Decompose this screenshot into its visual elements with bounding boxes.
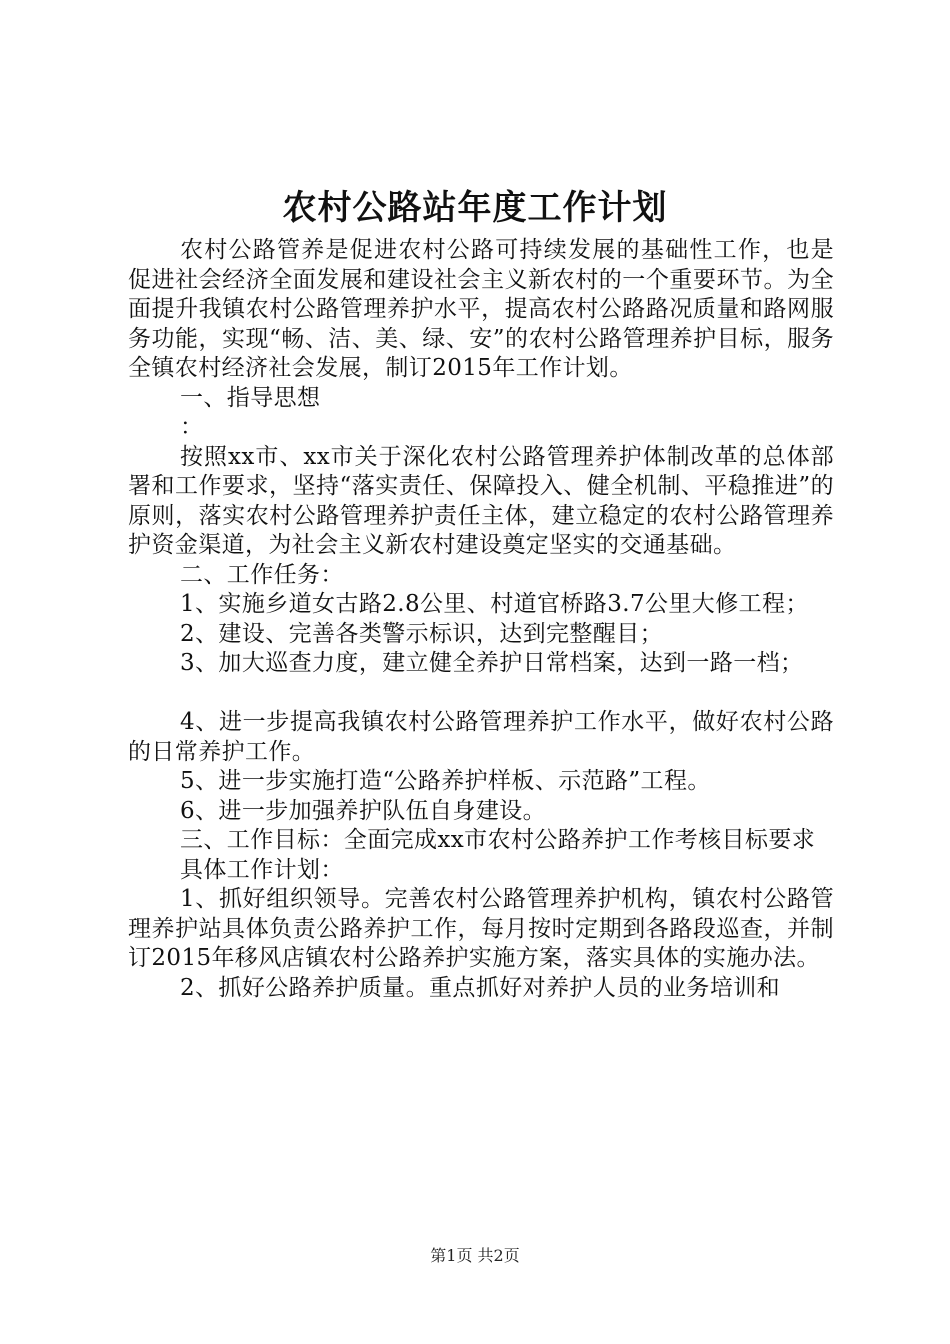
heading-work-goals: 三、工作目标：全面完成xx市农村公路养护工作考核目标要求 — [180, 827, 816, 853]
task-item-4: 4、进一步提高我镇农村公路管理养护工作水平，做好农村公路的日常养护工作。 — [128, 709, 834, 765]
document-body — [128, 236, 834, 1003]
paragraph-colon: ： — [180, 414, 204, 440]
document-title: 农村公路站年度工作计划 — [282, 188, 668, 228]
paragraph-guiding-ideology: 按照xx市、xx市关于深化农村公路管理养护体制改革的总体部署和工作要求，坚持“落实责任、保障投入、健全机制、平稳推进”的原则，落实农村公路管理养护责任主体，建立稳定的农村公路管理养护资金渠道，为社会主义新农村建设奠定坚实的交通基础。 — [128, 443, 834, 558]
task-item-5: 5、进一步实施打造“公路养护样板、示范路”工程。 — [180, 768, 711, 794]
task-item-6: 6、进一步加强养护队伍自身建设。 — [180, 797, 547, 824]
task-item-2: 2、建设、完善各类警示标识，达到完整醒目； — [180, 620, 664, 647]
task-item-3: 3、加大巡查力度，建立健全养护日常档案，达到一路一档； — [180, 650, 804, 676]
heading-specific-plan: 具体工作计划： — [180, 856, 344, 883]
blank-line — [128, 679, 834, 709]
heading-guiding-ideology: 一、指导思想 — [180, 384, 321, 411]
task-item-1: 1、实施乡道女古路2.8公里、村道官桥路3.7公里大修工程； — [180, 591, 809, 617]
page-number-footer: 第1页 共2页 — [430, 1246, 520, 1265]
paragraph-intro: 农村公路管养是促进农村公路可持续发展的基础性工作，也是促进社会经济全面发展和建设社会主义新农村的一个重要环节。为全面提升我镇农村公路管理养护水平，提高农村公路路况质量和路网服务功能，实现“畅、洁、美、绿、安”的农村公路管理养护目标，服务全镇农村经济社会发展，制订2015年工作计划。 — [128, 237, 834, 381]
heading-work-tasks: 二、工作任务： — [180, 561, 344, 588]
plan-item-2: 2、抓好公路养护质量。重点抓好对养护人员的业务培训和 — [180, 974, 781, 1001]
plan-item-1: 1、抓好组织领导。完善农村公路管理养护机构，镇农村公路管理养护站具体负责公路养护工作，每月按时定期到各路段巡查，并制订2015年移风店镇农村公路养护实施方案，落实具体的实施办法。 — [128, 886, 834, 971]
